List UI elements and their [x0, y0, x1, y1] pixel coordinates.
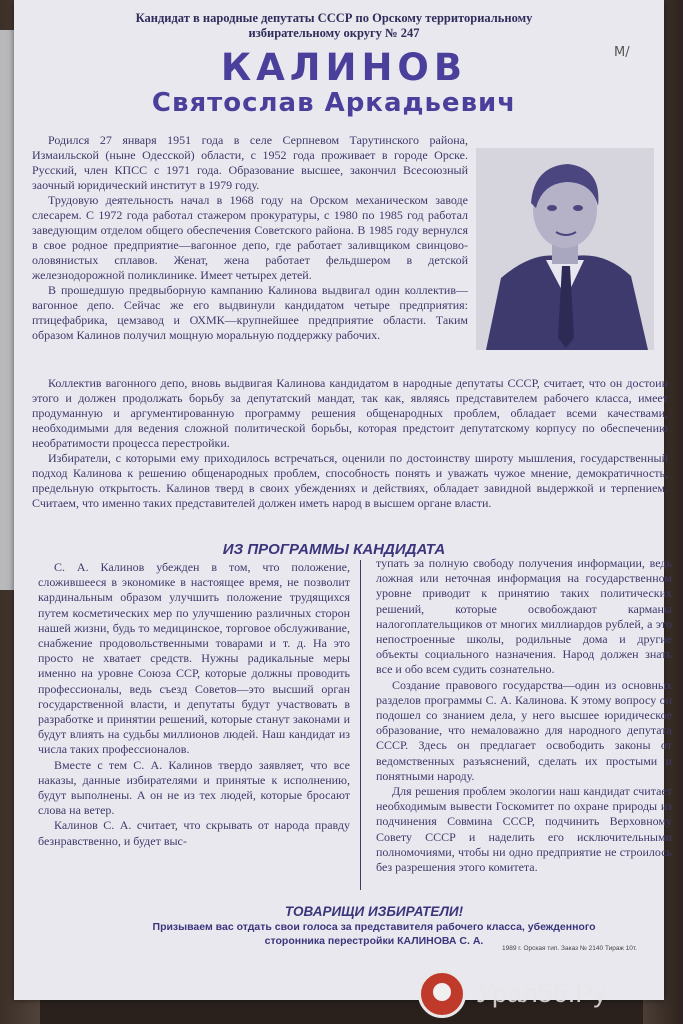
candidate-name: Святослав Аркадьевич — [151, 88, 517, 118]
program-paragraph: тупать за полную свободу получения информации, ведь ложная или неточная информация на государственном уровне приводит к принятию таких политических решений, которые освобождают карманы налогоплательщиков от многих миллиардов рублей, а это непостроенные школы, родильные дома и другие объекты социального назначения. Народ должен знать все и обо всем судить сознательно. — [376, 556, 672, 677]
candidacy-line-2: избирательному округу № 247 — [248, 26, 420, 40]
watermark-logo-inner — [433, 983, 451, 1001]
biography-text-wide — [32, 376, 668, 511]
program-column-left — [38, 560, 350, 849]
bio-paragraph: Коллектив вагонного депо, вновь выдвигая Калинова кандидатом в народные депутаты СССР, считает, что он достоин этого и должен продолжать борьбу за депутатский мандат, так как, являясь представителем рабочего класса, имеет продуманную и аргументированную программу решения общенародных проблем, обладает всеми качествами, необходимыми для ведения сложной политической борьбы, которая предстоит депутатскому корпусу по обеспечению необратимости процесса перестройки. — [32, 376, 668, 450]
bio-paragraph: Избиратели, с которыми ему приходилось встречаться, оценили по достоинству широту мышления, государственный подход Калинова к решению общенародных проблем, способность понять и уважать чужое мнение, демократичность, предельную открытость. Калинов тверд в своих убеждениях и действиях, обладает завидной выдержкой и терпением. Считаем, что именно таких представителей должен иметь народ в высшем органе власти. — [32, 451, 668, 510]
watermark-text: Урал56.Ру — [476, 978, 607, 1008]
program-paragraph: Калинов С. А. считает, что скрывать от народа правду безнравственно, и будет выс- — [38, 818, 350, 848]
appeal-text — [94, 920, 654, 948]
bio-paragraph: В прошедшую предвыборную кампанию Калинова выдвигал один коллектив—вагонное депо. Сейчас же его выдвинули кандидатом четыре предприятия: птицефабрика, цемзавод и ОХМК—крупнейшее предприятие области. Таким образом Калинов получил мощную моральную поддержку рабочих. — [32, 283, 468, 342]
candidate-portrait — [476, 148, 654, 350]
program-paragraph: Для решения проблем экологии наш кандидат считает необходимым вывести Госкомитет по охране природы из подчинения Совмина СССР, подчинить Верховному Совету СССР и наделить его исключительными полномочиями, чтобы ни одно предприятие не строилось без разрешения этого комитета. — [376, 784, 672, 875]
appeal-line: Призываем вас отдать свои голоса за представителя рабочего класса, убежденного — [152, 921, 596, 933]
appeal-line: сторонника перестройки КАЛИНОВА С. А. — [264, 935, 484, 947]
print-imprint: 1989 г. Орская тип. Заказ № 2140 Тираж 10т. — [502, 945, 637, 952]
bio-paragraph: Родился 27 января 1951 года в селе Серпневом Тарутинского района, Измаильской (ныне Одесской) области, с 1952 года проживает в городе Орске. Русский, член КПСС с 1971 года. Образование высшее, закончил Всесоюзный заочный юридический институт в 1979 году. — [32, 133, 468, 192]
program-paragraph: Создание правового государства—один из основных разделов программы С. А. Калинова. К этому вопросу он подошел со знанием дела, у него высшее юридическое образование, что немаловажно для народного депутата СССР. Здесь он предлагает освободить законы от ведомственных разъяснений, сделать их простыми и понятными народу. — [376, 677, 672, 783]
candidate-surname: КАЛИНОВ — [220, 46, 468, 89]
candidacy-line-1: Кандидат в народные депутаты СССР по Орскому территориальному — [135, 11, 533, 25]
program-column-right — [376, 556, 672, 875]
appeal-title: ТОВАРИЩИ ИЗБИРАТЕЛИ! — [284, 904, 464, 919]
column-divider — [360, 560, 361, 890]
bio-paragraph: Трудовую деятельность начал в 1968 году на Орском механическом заводе слесарем. С 1972 года работал стажером прокуратуры, с 1980 по 1985 год работал заведующим отделом общего обеспечения Советского района. В 1985 году вернулся в свое родное предприятие—вагонное депо, где работает заливщиком свинцово-оловянистых сплавов. Женат, жена работает фельдшером в детской железнодорожной поликлинике. Имеет четырех детей. — [32, 193, 468, 282]
portrait-illustration — [476, 148, 654, 350]
handwritten-mark: М/ — [614, 45, 630, 60]
biography-text — [32, 133, 468, 343]
program-title: ИЗ ПРОГРАММЫ КАНДИДАТА — [222, 541, 446, 558]
election-leaflet — [14, 0, 672, 1000]
program-paragraph: С. А. Калинов убежден в том, что положение, сложившееся в экономике в настоящее время, не позволит кардинальным образом улучшить положение трудящихся путем косметических мер по улучшению различных сторон нашей жизни, будь то медицинское, торговое обслуживание, снабжение продовольственными товарами и т. д. На это просто не хватает средств. Нужны радикальные меры именно на уровне Союза ССР, которые должны проводить профессионалы, ведь съезд Советов—это высший орган государственной власти, и депутаты будут участвовать в разработке и принятии решений, которые станут законами и будут влиять на судьбы миллионов людей. Наш кандидат из числа таких профессионалов. — [38, 560, 350, 757]
watermark-logo-icon — [418, 970, 466, 1018]
program-paragraph: Вместе с тем С. А. Калинов твердо заявляет, что все наказы, данные избирателями и принятые к исполнению, будут выполнены. А он не из тех людей, которые бросают слова на ветер. — [38, 757, 350, 818]
